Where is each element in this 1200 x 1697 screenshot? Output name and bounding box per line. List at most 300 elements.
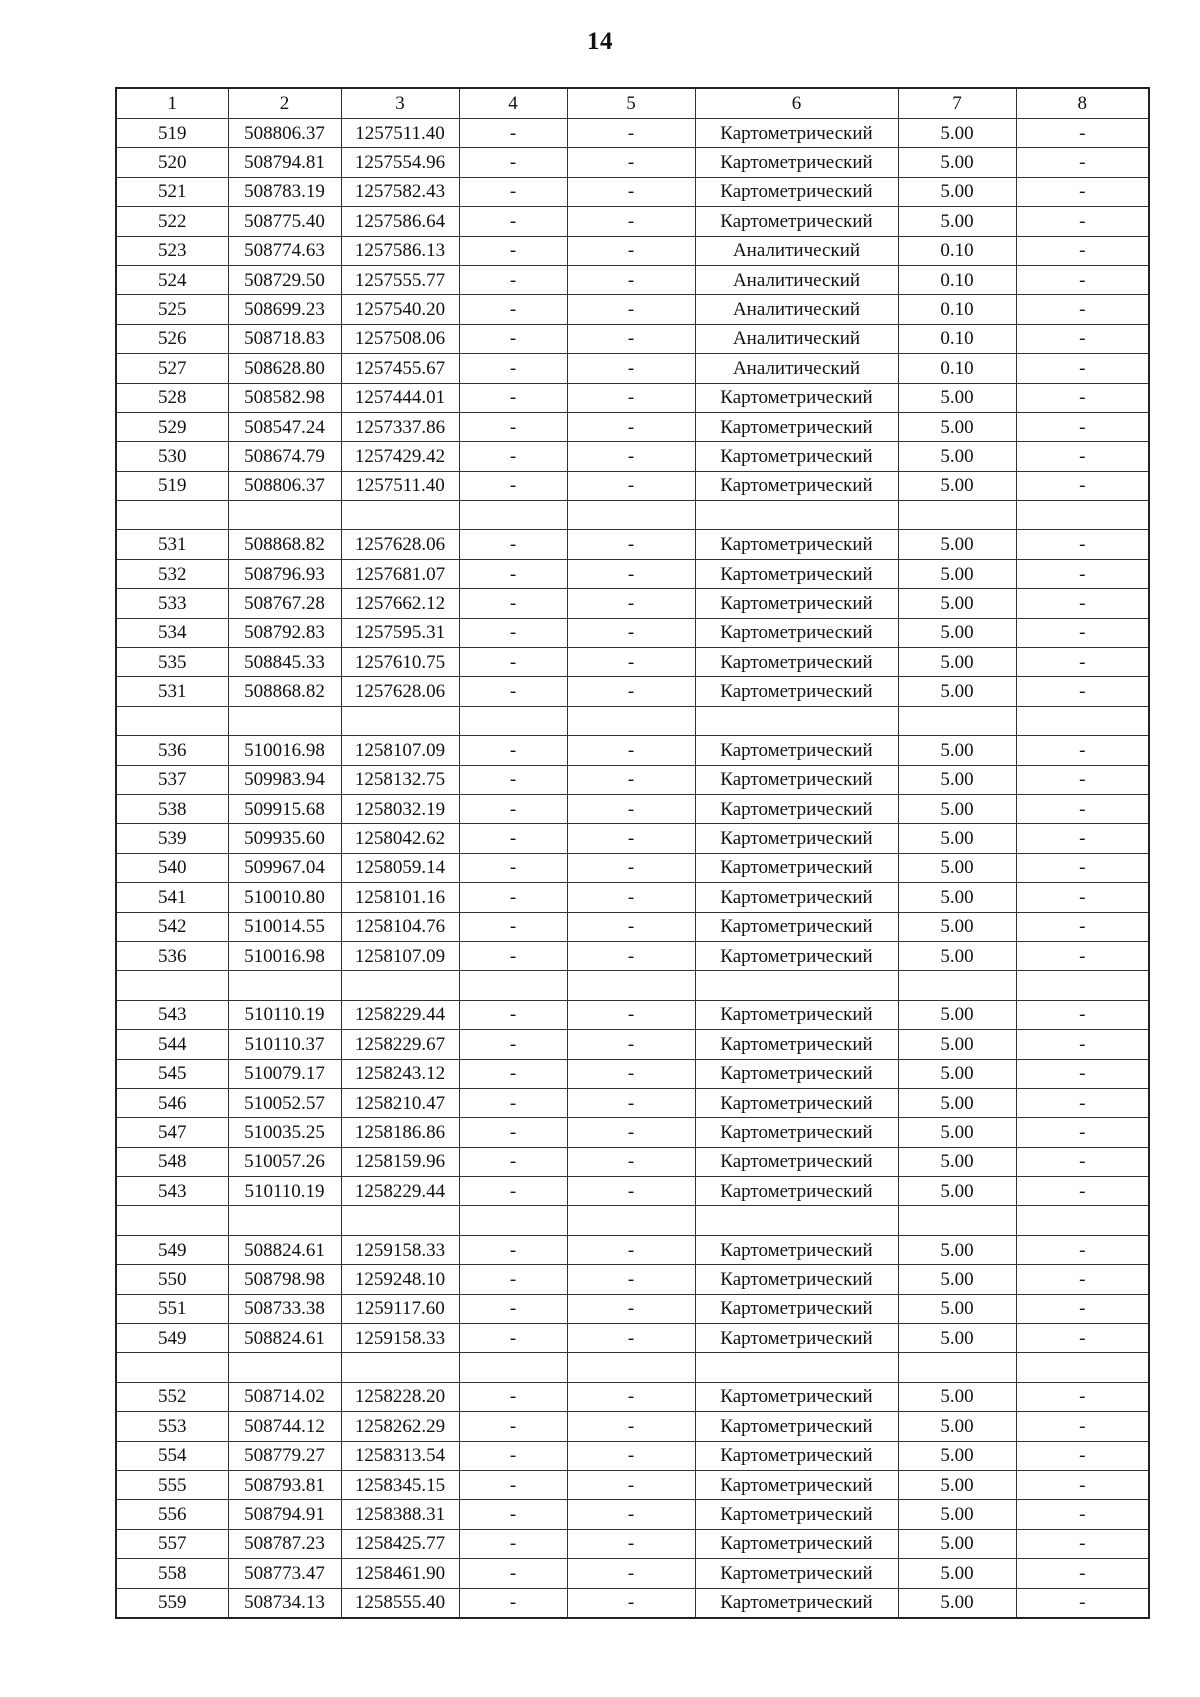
table-cell: - — [459, 618, 567, 647]
table-cell: - — [567, 1088, 695, 1117]
table-cell — [695, 501, 898, 530]
table-cell — [898, 971, 1016, 1000]
table-cell: - — [567, 1470, 695, 1499]
table-cell: Картометрический — [695, 1382, 898, 1411]
table-cell: Картометрический — [695, 1118, 898, 1147]
table-cell: Картометрический — [695, 1412, 898, 1441]
table-cell: 0.10 — [898, 295, 1016, 324]
table-cell: - — [459, 1382, 567, 1411]
table-cell: 1258229.67 — [341, 1030, 459, 1059]
table-cell: - — [459, 207, 567, 236]
table-cell: - — [1016, 1000, 1149, 1029]
table-cell: Картометрический — [695, 824, 898, 853]
table-cell: 1257628.06 — [341, 530, 459, 559]
table-cell: 5.00 — [898, 1265, 1016, 1294]
table-cell: - — [459, 912, 567, 941]
table-cell: 5.00 — [898, 677, 1016, 706]
table-row — [116, 559, 1149, 588]
table-cell: 1258107.09 — [341, 941, 459, 970]
table-cell: 5.00 — [898, 1147, 1016, 1176]
table-cell: Картометрический — [695, 1088, 898, 1117]
table-cell: - — [567, 119, 695, 148]
table-cell: 508868.82 — [228, 677, 341, 706]
table-cell — [116, 706, 228, 735]
table-cell: 508582.98 — [228, 383, 341, 412]
table-cell: 554 — [116, 1441, 228, 1470]
table-cell — [228, 971, 341, 1000]
table-cell: - — [459, 265, 567, 294]
table-cell: - — [459, 119, 567, 148]
table-cell — [567, 971, 695, 1000]
table-cell: 529 — [116, 412, 228, 441]
table-cell: 5.00 — [898, 824, 1016, 853]
table-cell: 5.00 — [898, 1059, 1016, 1088]
table-row — [116, 442, 1149, 471]
table-row — [116, 324, 1149, 353]
table-row — [116, 677, 1149, 706]
table-cell: - — [567, 1588, 695, 1618]
table-cell: - — [1016, 119, 1149, 148]
table-cell: 549 — [116, 1324, 228, 1353]
table-cell: Картометрический — [695, 794, 898, 823]
table-cell: Картометрический — [695, 912, 898, 941]
table-cell: - — [1016, 912, 1149, 941]
table-cell: - — [567, 853, 695, 882]
table-cell: - — [567, 236, 695, 265]
table-cell: 528 — [116, 383, 228, 412]
table-cell: - — [567, 530, 695, 559]
table-row — [116, 412, 1149, 441]
table-cell: 508806.37 — [228, 119, 341, 148]
table-cell: - — [567, 618, 695, 647]
table-cell: 558 — [116, 1559, 228, 1588]
table-row — [116, 794, 1149, 823]
table-cell: Аналитический — [695, 265, 898, 294]
table-cell: 548 — [116, 1147, 228, 1176]
separator-row — [116, 971, 1149, 1000]
table-row — [116, 589, 1149, 618]
table-cell: - — [567, 765, 695, 794]
table-cell: 508773.47 — [228, 1559, 341, 1588]
table-cell: 508806.37 — [228, 471, 341, 500]
table-cell — [341, 706, 459, 735]
table-cell: 5.00 — [898, 589, 1016, 618]
table-cell: - — [459, 1118, 567, 1147]
table-cell: 553 — [116, 1412, 228, 1441]
table-cell: 1257554.96 — [341, 148, 459, 177]
table-cell: 1257595.31 — [341, 618, 459, 647]
table-cell: 508798.98 — [228, 1265, 341, 1294]
table-cell: - — [567, 559, 695, 588]
table-cell: Картометрический — [695, 1177, 898, 1206]
table-cell: 5.00 — [898, 383, 1016, 412]
table-cell — [1016, 971, 1149, 1000]
table-row — [116, 148, 1149, 177]
table-cell: - — [1016, 677, 1149, 706]
table-cell: - — [1016, 1059, 1149, 1088]
table-cell — [116, 1353, 228, 1382]
table-cell: - — [459, 1059, 567, 1088]
table-cell: - — [567, 412, 695, 441]
table-cell: 5.00 — [898, 559, 1016, 588]
table-cell: 522 — [116, 207, 228, 236]
table-cell: - — [1016, 1559, 1149, 1588]
table-cell: 1257681.07 — [341, 559, 459, 588]
table-cell: - — [459, 1265, 567, 1294]
table-row — [116, 1088, 1149, 1117]
table-cell: - — [459, 677, 567, 706]
table-row — [116, 1294, 1149, 1323]
table-cell: 5.00 — [898, 883, 1016, 912]
table-cell: 523 — [116, 236, 228, 265]
table-cell: - — [567, 1118, 695, 1147]
table-cell: - — [567, 207, 695, 236]
table-cell: 543 — [116, 1177, 228, 1206]
table-cell: 1258555.40 — [341, 1588, 459, 1618]
table-cell: 1258104.76 — [341, 912, 459, 941]
table-cell: - — [1016, 1441, 1149, 1470]
table-cell: 508767.28 — [228, 589, 341, 618]
table-cell: - — [459, 794, 567, 823]
table-cell: - — [567, 1147, 695, 1176]
table-cell: 1258210.47 — [341, 1088, 459, 1117]
table-cell: - — [1016, 1265, 1149, 1294]
table-cell: 508775.40 — [228, 207, 341, 236]
table-cell: - — [459, 1177, 567, 1206]
table-cell: - — [567, 883, 695, 912]
table-cell: - — [459, 442, 567, 471]
coordinates-table — [115, 87, 1150, 1619]
table-cell: - — [1016, 207, 1149, 236]
table-cell: 508796.93 — [228, 559, 341, 588]
table-cell: Картометрический — [695, 941, 898, 970]
table-cell: 508794.91 — [228, 1500, 341, 1529]
table-cell: 534 — [116, 618, 228, 647]
table-cell: - — [1016, 1412, 1149, 1441]
table-row — [116, 1529, 1149, 1558]
table-cell: Картометрический — [695, 618, 898, 647]
table-cell: 5.00 — [898, 1000, 1016, 1029]
table-cell: - — [1016, 794, 1149, 823]
table-cell: 1258042.62 — [341, 824, 459, 853]
table-cell: - — [1016, 1177, 1149, 1206]
table-cell: - — [1016, 1588, 1149, 1618]
table-cell: 1258229.44 — [341, 1177, 459, 1206]
table-cell: 509935.60 — [228, 824, 341, 853]
table-cell: 532 — [116, 559, 228, 588]
table-cell: 1259158.33 — [341, 1324, 459, 1353]
column-header: 1 — [116, 88, 228, 119]
table-cell: - — [1016, 1500, 1149, 1529]
table-cell: 519 — [116, 471, 228, 500]
table-row — [116, 1500, 1149, 1529]
table-cell: 559 — [116, 1588, 228, 1618]
table-cell: - — [567, 912, 695, 941]
table-cell: - — [1016, 295, 1149, 324]
table-cell: 535 — [116, 648, 228, 677]
table-cell: - — [459, 148, 567, 177]
table-cell: 1258107.09 — [341, 736, 459, 765]
table-cell: - — [567, 471, 695, 500]
table-cell: 508714.02 — [228, 1382, 341, 1411]
table-row — [116, 1412, 1149, 1441]
table-cell: Картометрический — [695, 1441, 898, 1470]
table-cell: - — [567, 1412, 695, 1441]
table-cell: 5.00 — [898, 412, 1016, 441]
table-cell: 508744.12 — [228, 1412, 341, 1441]
table-cell: 533 — [116, 589, 228, 618]
table-cell: 5.00 — [898, 119, 1016, 148]
table-cell — [459, 1206, 567, 1235]
table-cell: - — [567, 1500, 695, 1529]
table-cell: 531 — [116, 677, 228, 706]
table-cell — [898, 1206, 1016, 1235]
table-cell — [898, 501, 1016, 530]
separator-row — [116, 706, 1149, 735]
table-cell: 5.00 — [898, 148, 1016, 177]
table-cell — [567, 706, 695, 735]
table-cell: - — [1016, 324, 1149, 353]
table-cell — [341, 501, 459, 530]
table-cell: Картометрический — [695, 677, 898, 706]
table-cell: - — [1016, 618, 1149, 647]
table-cell: 508674.79 — [228, 442, 341, 471]
column-header: 2 — [228, 88, 341, 119]
table-cell: 5.00 — [898, 1500, 1016, 1529]
table-cell: - — [1016, 1382, 1149, 1411]
table-cell: - — [459, 1500, 567, 1529]
table-cell: - — [567, 265, 695, 294]
table-cell: - — [567, 1294, 695, 1323]
table-cell — [695, 1353, 898, 1382]
table-cell: 508792.83 — [228, 618, 341, 647]
table-cell: - — [459, 853, 567, 882]
table-cell: 5.00 — [898, 530, 1016, 559]
column-header: 4 — [459, 88, 567, 119]
table-cell: 544 — [116, 1030, 228, 1059]
table-row — [116, 1441, 1149, 1470]
table-cell — [567, 501, 695, 530]
table-cell: 1258262.29 — [341, 1412, 459, 1441]
table-cell: 555 — [116, 1470, 228, 1499]
table-row — [116, 265, 1149, 294]
table-cell: 520 — [116, 148, 228, 177]
table-cell: 531 — [116, 530, 228, 559]
table-cell: Картометрический — [695, 412, 898, 441]
table-cell: Картометрический — [695, 1147, 898, 1176]
table-cell: 510016.98 — [228, 736, 341, 765]
table-cell: 1257455.67 — [341, 354, 459, 383]
table-row — [116, 736, 1149, 765]
table-cell: - — [459, 1030, 567, 1059]
table-cell — [228, 706, 341, 735]
table-cell: - — [567, 1235, 695, 1264]
table-cell: - — [567, 677, 695, 706]
table-cell: Картометрический — [695, 1470, 898, 1499]
table-cell: 1257511.40 — [341, 471, 459, 500]
table-cell: 536 — [116, 941, 228, 970]
table-cell: 524 — [116, 265, 228, 294]
table-cell: 510014.55 — [228, 912, 341, 941]
table-cell: 508794.81 — [228, 148, 341, 177]
table-cell: 530 — [116, 442, 228, 471]
table-cell: 5.00 — [898, 207, 1016, 236]
table-cell: 545 — [116, 1059, 228, 1088]
table-cell: Картометрический — [695, 559, 898, 588]
table-cell: - — [459, 383, 567, 412]
table-cell: 551 — [116, 1294, 228, 1323]
table-cell: 510016.98 — [228, 941, 341, 970]
table-cell: 5.00 — [898, 471, 1016, 500]
table-cell: - — [567, 148, 695, 177]
table-cell: Картометрический — [695, 1324, 898, 1353]
table-cell: - — [567, 1529, 695, 1558]
table-cell: Картометрический — [695, 1529, 898, 1558]
table-cell: 537 — [116, 765, 228, 794]
table-cell: - — [459, 1529, 567, 1558]
table-cell: 508787.23 — [228, 1529, 341, 1558]
table-cell — [1016, 501, 1149, 530]
table-cell: - — [1016, 354, 1149, 383]
table-cell: 5.00 — [898, 1588, 1016, 1618]
table-cell: 510110.19 — [228, 1177, 341, 1206]
table-row — [116, 1588, 1149, 1618]
table-cell — [1016, 1206, 1149, 1235]
table-row — [116, 177, 1149, 206]
table-row — [116, 912, 1149, 941]
table-cell: - — [459, 1441, 567, 1470]
table-cell: 510035.25 — [228, 1118, 341, 1147]
table-cell: 525 — [116, 295, 228, 324]
table-cell: Картометрический — [695, 736, 898, 765]
table-cell: 5.00 — [898, 1088, 1016, 1117]
table-cell: - — [567, 177, 695, 206]
table-cell: 508699.23 — [228, 295, 341, 324]
table-cell: - — [1016, 1470, 1149, 1499]
table-cell: 543 — [116, 1000, 228, 1029]
separator-row — [116, 501, 1149, 530]
table-cell: 1258032.19 — [341, 794, 459, 823]
table-cell: - — [567, 1177, 695, 1206]
table-cell: - — [459, 883, 567, 912]
table-cell: 5.00 — [898, 736, 1016, 765]
table-row — [116, 383, 1149, 412]
table-cell: - — [459, 736, 567, 765]
table-cell — [695, 706, 898, 735]
table-cell: 5.00 — [898, 1177, 1016, 1206]
table-row — [116, 1030, 1149, 1059]
table-row — [116, 1000, 1149, 1029]
page-number: 14 — [587, 28, 613, 55]
table-cell: - — [1016, 559, 1149, 588]
table-cell: 557 — [116, 1529, 228, 1558]
table-row — [116, 1059, 1149, 1088]
separator-row — [116, 1206, 1149, 1235]
column-header: 3 — [341, 88, 459, 119]
table-cell: 1258461.90 — [341, 1559, 459, 1588]
table-cell: - — [1016, 383, 1149, 412]
table-row — [116, 1382, 1149, 1411]
table-cell: 546 — [116, 1088, 228, 1117]
table-cell: - — [459, 765, 567, 794]
table-cell: 5.00 — [898, 1118, 1016, 1147]
table-cell: - — [459, 412, 567, 441]
table-cell: 1257586.13 — [341, 236, 459, 265]
column-header: 5 — [567, 88, 695, 119]
table-cell: Аналитический — [695, 324, 898, 353]
table-cell — [341, 1353, 459, 1382]
table-cell: 5.00 — [898, 618, 1016, 647]
table-cell: Картометрический — [695, 1588, 898, 1618]
table-cell: 508774.63 — [228, 236, 341, 265]
table-cell: 0.10 — [898, 324, 1016, 353]
table-header-row — [116, 88, 1149, 119]
table-cell: - — [1016, 412, 1149, 441]
table-cell: - — [459, 1000, 567, 1029]
table-row — [116, 1118, 1149, 1147]
table-cell: Аналитический — [695, 354, 898, 383]
table-cell: 1258101.16 — [341, 883, 459, 912]
table-row — [116, 471, 1149, 500]
table-cell: 5.00 — [898, 941, 1016, 970]
table-cell: 1257628.06 — [341, 677, 459, 706]
table-row — [116, 236, 1149, 265]
table-cell: - — [1016, 1294, 1149, 1323]
table-row — [116, 648, 1149, 677]
table-row — [116, 119, 1149, 148]
column-header: 6 — [695, 88, 898, 119]
table-cell: 1257582.43 — [341, 177, 459, 206]
table-cell: 508734.13 — [228, 1588, 341, 1618]
table-cell: 550 — [116, 1265, 228, 1294]
table-cell: - — [567, 1441, 695, 1470]
table-cell: 1258186.86 — [341, 1118, 459, 1147]
table-cell: 508779.27 — [228, 1441, 341, 1470]
table-cell — [695, 1206, 898, 1235]
table-row — [116, 1177, 1149, 1206]
table-cell: - — [567, 589, 695, 618]
table-cell — [898, 1353, 1016, 1382]
table-cell: 508718.83 — [228, 324, 341, 353]
table-cell: 5.00 — [898, 648, 1016, 677]
table-row — [116, 618, 1149, 647]
table-cell: 510110.19 — [228, 1000, 341, 1029]
table-cell: - — [567, 941, 695, 970]
table-cell: - — [459, 589, 567, 618]
table-cell: - — [567, 1000, 695, 1029]
table-cell: - — [1016, 236, 1149, 265]
table-cell: 1258345.15 — [341, 1470, 459, 1499]
table-cell: - — [567, 442, 695, 471]
table-cell: - — [567, 1265, 695, 1294]
table-cell: - — [459, 1147, 567, 1176]
table-cell: 1259248.10 — [341, 1265, 459, 1294]
table-cell: - — [459, 177, 567, 206]
table-cell: - — [1016, 1088, 1149, 1117]
table-row — [116, 1147, 1149, 1176]
table-cell: 509967.04 — [228, 853, 341, 882]
table-cell: - — [567, 354, 695, 383]
table-cell — [695, 971, 898, 1000]
table-cell: 508729.50 — [228, 265, 341, 294]
table-cell: - — [1016, 1147, 1149, 1176]
table-cell: Картометрический — [695, 177, 898, 206]
table-cell: 539 — [116, 824, 228, 853]
table-cell: Картометрический — [695, 383, 898, 412]
table-row — [116, 883, 1149, 912]
table-cell — [116, 1206, 228, 1235]
table-cell: Картометрический — [695, 883, 898, 912]
